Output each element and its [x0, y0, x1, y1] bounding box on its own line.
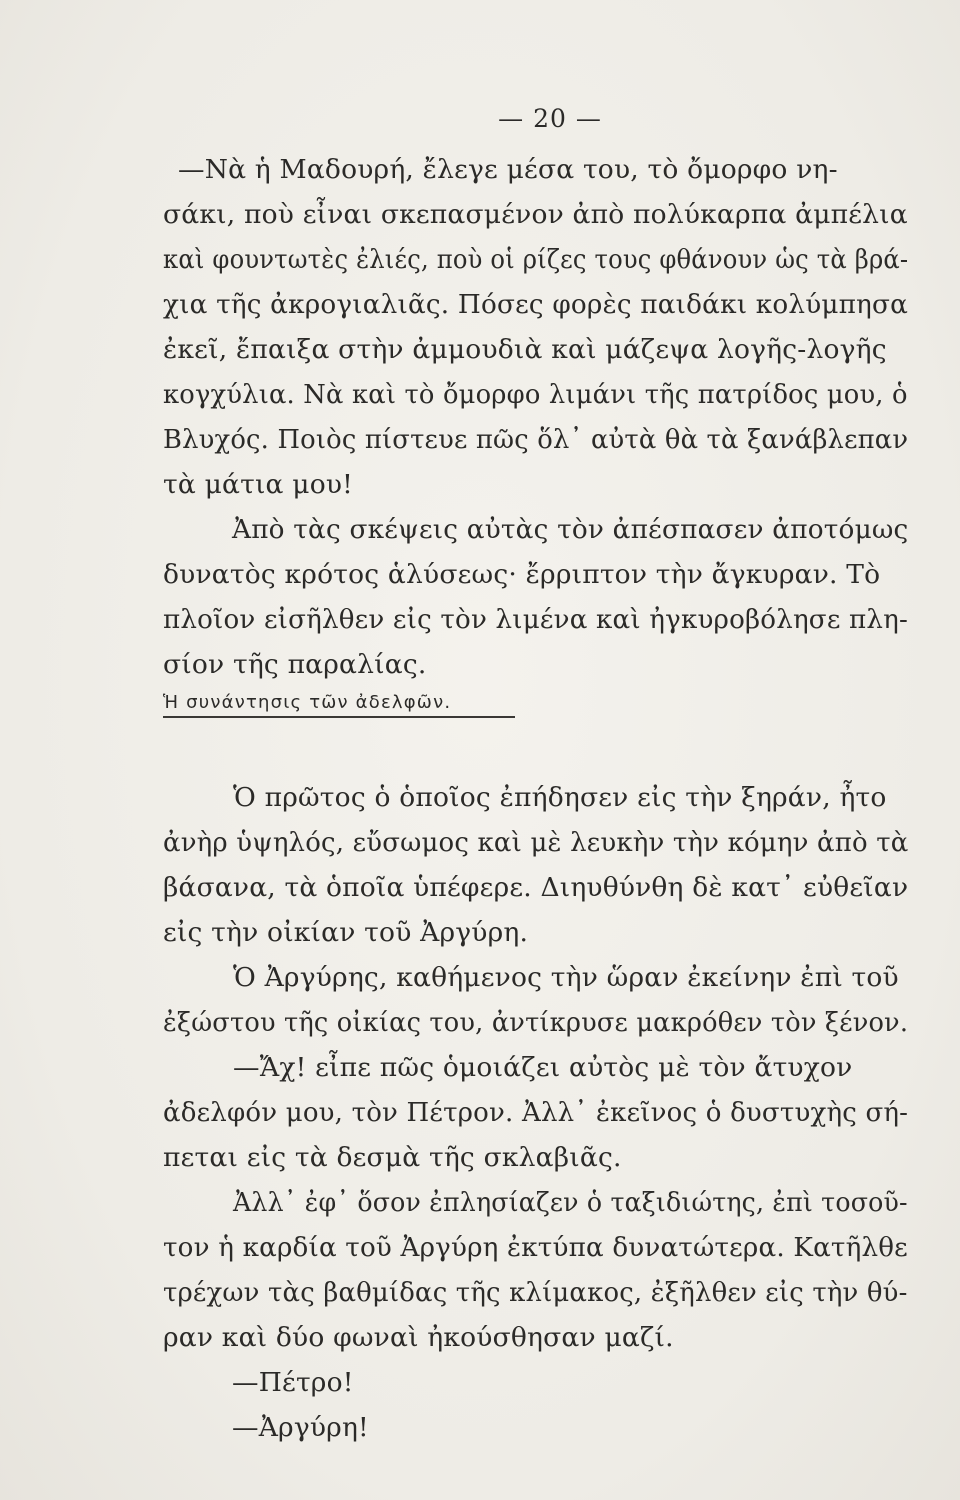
text-line: σίον τῆς παραλίας.: [163, 649, 427, 680]
text-line: εἰς τὴν οἰκίαν τοῦ Ἀργύρη.: [163, 917, 529, 948]
text-line: Ἀπὸ τὰς σκέψεις αὐτὰς τὸν ἀπέσπασεν ἀποτόμως: [232, 514, 909, 545]
text-line: πλοῖον εἰσῆλθεν εἰς τὸν λιμένα καὶ ἠγκυροβόλησε πλη-: [163, 604, 909, 635]
text-line: Ὁ πρῶτος ὁ ὁποῖος ἐπήδησεν εἰς τὴν ξηράν, ἦτο: [233, 782, 887, 813]
text-line: —Πέτρο!: [232, 1367, 354, 1398]
text-line: —Ἄχ! εἶπε πῶς ὁμοιάζει αὐτὸς μὲ τὸν ἄτυχον: [233, 1052, 853, 1083]
text-line: ραν καὶ δύο φωναὶ ἠκούσθησαν μαζί.: [163, 1322, 674, 1353]
text-line: Ὁ Ἀργύρης, καθήμενος τὴν ὥραν ἐκείνην ἐπὶ τοῦ: [233, 962, 899, 993]
text-line: σάκι, ποὺ εἶναι σκεπασμένον ἀπὸ πολύκαρπα ἀμπέλια: [163, 199, 908, 230]
text-line: ἐξώστου τῆς οἰκίας του, ἀντίκρυσε μακρόθεν τὸν ξένον.: [163, 1007, 909, 1038]
text-line: Ἀλλ᾽ ἐφ᾽ ὅσον ἐπλησίαζεν ὁ ταξιδιώτης, ἐπὶ τοσοῦ-: [233, 1187, 908, 1218]
text-line: καὶ φουντωτὲς ἐλιές, ποὺ οἱ ρίζες τους φθάνουν ὡς τὰ βρά-: [163, 244, 909, 275]
text-line: —Ἀργύρη!: [232, 1412, 369, 1443]
text-line: —Νὰ ἡ Μαδουρή, ἔλεγε μέσα του, τὸ ὄμορφο νη-: [178, 154, 838, 185]
page-number: — 20 —: [498, 104, 602, 133]
section-heading: Ἡ συνάντησις τῶν ἀδελφῶν.: [163, 692, 452, 713]
text-line: δυνατὸς κρότος ἁλύσεως· ἔρριπτον τὴν ἄγκυραν. Τὸ: [163, 559, 881, 590]
heading-underline: [163, 716, 515, 718]
text-line: Βλυχός. Ποιὸς πίστευε πῶς ὅλ᾽ αὐτὰ θὰ τὰ ξανάβλεπαν: [163, 424, 909, 455]
text-line: κογχύλια. Νὰ καὶ τὸ ὄμορφο λιμάνι τῆς πατρίδος μου, ὁ: [163, 379, 908, 410]
text-line: ἐκεῖ, ἔπαιξα στὴν ἀμμουδιὰ καὶ μάζεψα λογῆς-λογῆς: [163, 334, 887, 365]
text-line: τὰ μάτια μου!: [163, 469, 354, 500]
text-line: πεται εἰς τὰ δεσμὰ τῆς σκλαβιᾶς.: [163, 1142, 622, 1173]
text-line: τον ἡ καρδία τοῦ Ἀργύρη ἐκτύπα δυνατώτερα. Κατῆλθε: [163, 1232, 908, 1263]
text-line: ἀνὴρ ὑψηλός, εὔσωμος καὶ μὲ λευκὴν τὴν κόμην ἀπὸ τὰ: [163, 827, 909, 858]
text-line: χια τῆς ἀκρογιαλιᾶς. Πόσες φορὲς παιδάκι κολύμπησα: [163, 289, 909, 320]
text-line: τρέχων τὰς βαθμίδας τῆς κλίμακος, ἐξῆλθεν εἰς τὴν θύ-: [163, 1277, 908, 1308]
text-line: βάσανα, τὰ ὁποῖα ὑπέφερε. Διηυθύνθη δὲ κατ᾽ εὐθεῖαν: [163, 872, 909, 903]
text-line: ἀδελφόν μου, τὸν Πέτρον. Ἀλλ᾽ ἐκεῖνος ὁ δυστυχὴς σή-: [163, 1097, 909, 1128]
